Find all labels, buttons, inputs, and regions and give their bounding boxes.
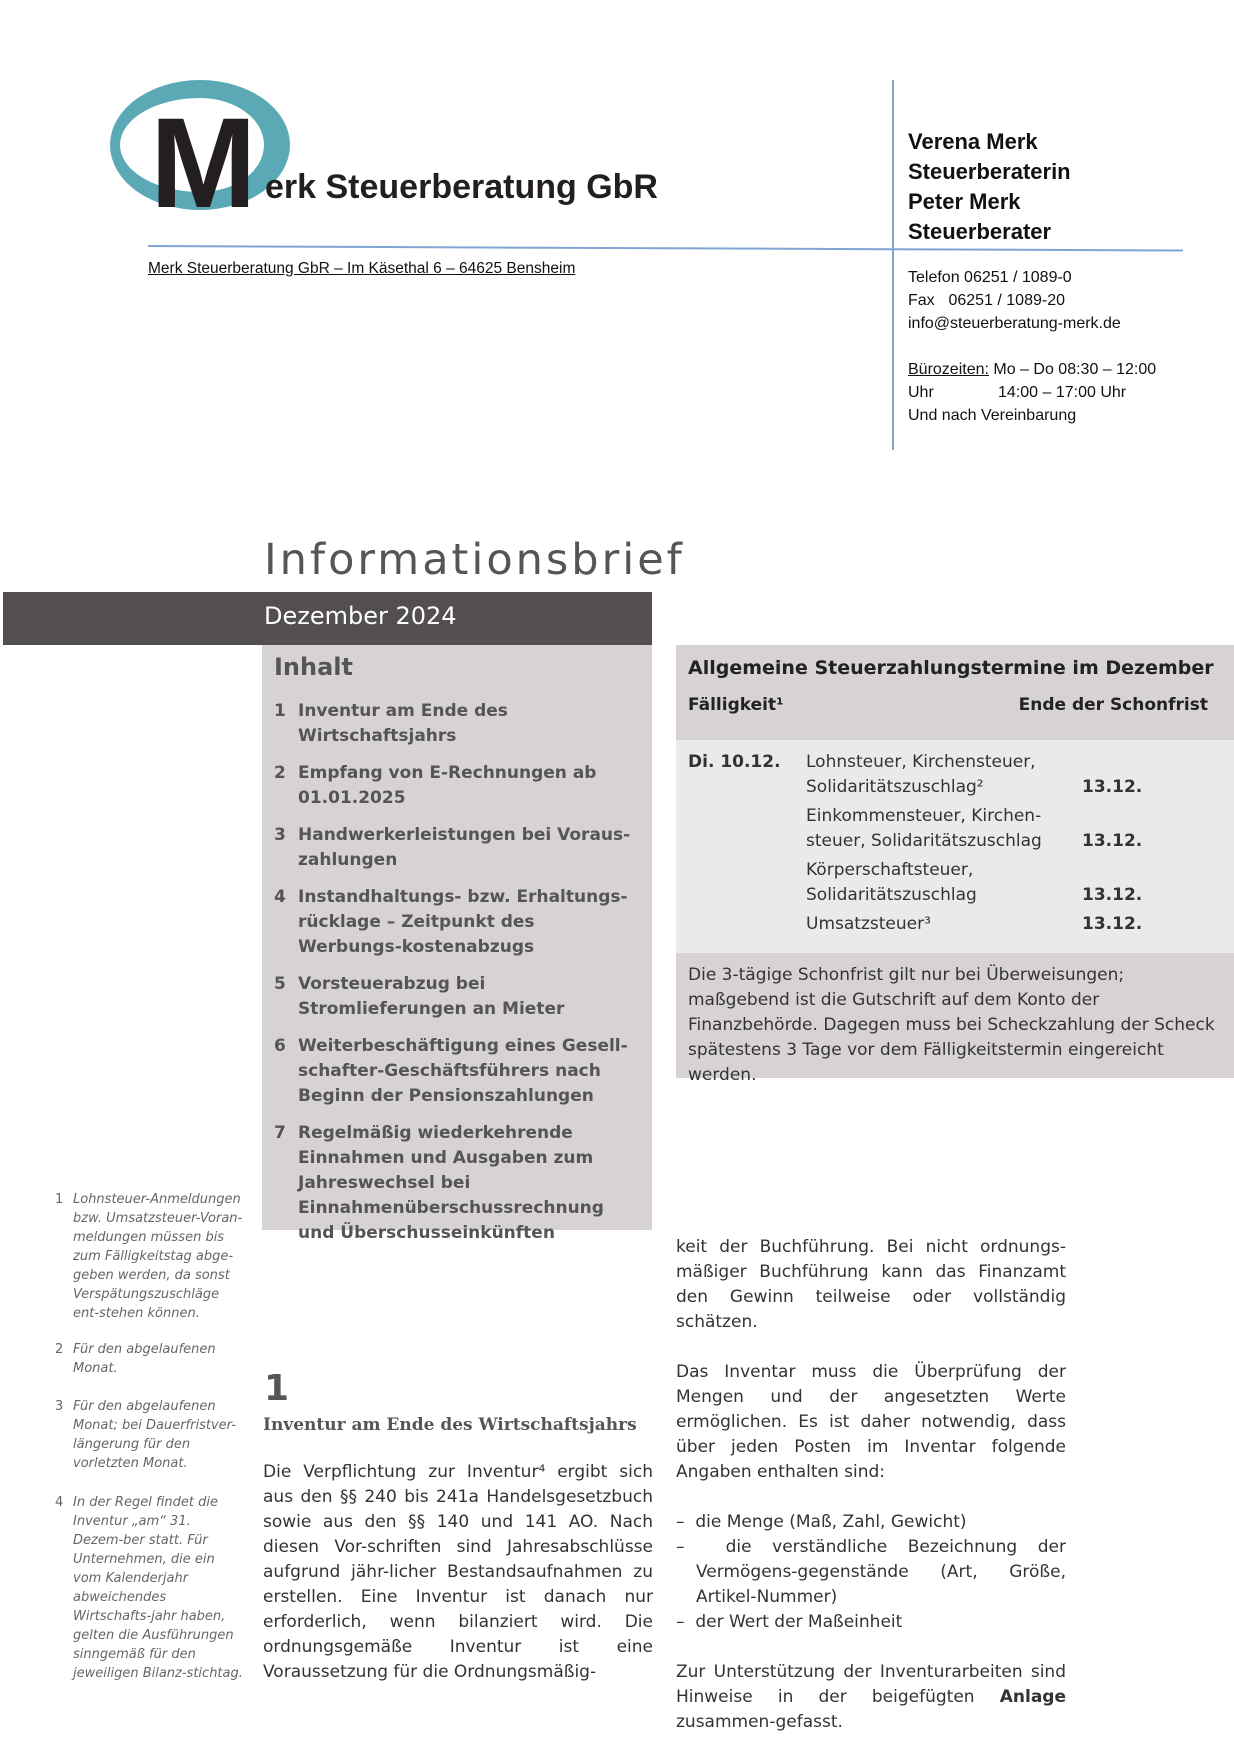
hours-label: Bürozeiten: xyxy=(908,361,989,378)
grace-end: 13.12. xyxy=(1082,885,1143,905)
toc-number: 1 xyxy=(274,701,286,721)
footnote: 4 In der Regel findet die Inventur „am“ 31. Dezem-ber statt. Für Unternehmen, die ein vom Kalenderjahr abweichendes Wirtschafts-jahr haben, gelten die Ausführungen sinngemäß für den jeweiligen Bilanz-stichtag. xyxy=(55,1495,243,1681)
list-item: – der Wert der Maßeinheit xyxy=(676,1612,903,1632)
toc-label: Handwerkerleistungen bei Voraus-zahlungen xyxy=(298,825,631,870)
toc-label: Instandhaltungs- bzw. Erhaltungs-rücklage – Zeitpunkt des Werbungs-kostenabzugs xyxy=(298,887,628,957)
hours-2b: 14:00 – 17:00 Uhr xyxy=(998,384,1127,401)
toc-label: Weiterbeschäftigung eines Gesell-schafter-Geschäftsführers nach Beginn der Pensionszahlungen xyxy=(298,1036,628,1106)
toc-item[interactable] xyxy=(274,823,640,873)
toc-number: 3 xyxy=(274,825,286,845)
issue-bar xyxy=(3,592,652,645)
toc-item[interactable] xyxy=(274,761,640,811)
table-row xyxy=(688,804,1222,854)
hours-3: Und nach Vereinbarung xyxy=(908,407,1077,424)
grace-end: 13.12. xyxy=(1082,777,1143,797)
toc-item[interactable] xyxy=(274,885,640,960)
tax-dates-box xyxy=(676,645,1234,1085)
section-number: 1 xyxy=(264,1368,290,1409)
toc-item[interactable] xyxy=(274,1034,640,1109)
toc-number: 5 xyxy=(274,974,286,994)
document-title: Informationsbrief xyxy=(264,535,685,585)
toc-number: 7 xyxy=(274,1123,286,1143)
tax-note: Die 3-tägige Schonfrist gilt nur bei Überweisungen; maßgebend ist die Gutschrift auf dem Konto der Finanzbehörde. Dagegen muss bei Scheckzahlung der Scheck spätestens 3 Tage vor dem Fälligkeitstermin eingereicht werden. xyxy=(676,953,1234,1078)
col-due: Fälligkeit¹ xyxy=(688,695,784,715)
col-grace: Ende der Schonfrist xyxy=(1018,695,1208,715)
body-column-right xyxy=(676,1235,1066,1760)
hours-line xyxy=(908,358,1156,381)
list-item: – die verständliche Bezeichnung der Vermögens-gegenstände (Art, Größe, Artikel-Nummer) xyxy=(676,1537,1066,1607)
advisor-names xyxy=(908,127,1071,247)
paragraph: keit der Buchführung. Bei nicht ordnungs-mäßiger Buchführung kann das Finanzamt den Gewinn teilweise oder vollständig schätzen. xyxy=(676,1237,1066,1332)
contact-info xyxy=(908,266,1156,427)
table-row xyxy=(688,912,1222,937)
footnote: 3 Für den abgelaufenen Monat; bei Dauerfristver-längerung für den vorletzten Monat. xyxy=(55,1399,236,1471)
name-line: Steuerberaterin xyxy=(908,159,1071,184)
tax-type: Einkommensteuer, Kirchen-steuer, Solidaritätszuschlag xyxy=(806,806,1042,851)
toc-label: Inventur am Ende des Wirtschaftsjahrs xyxy=(298,701,508,746)
due-date xyxy=(688,858,806,908)
toc-label: Regelmäßig wiederkehrende Einnahmen und Ausgaben zum Jahreswechsel bei Einnahmenüberschussrechnung und Überschusseinkünften xyxy=(298,1123,604,1243)
list-item: – die Menge (Maß, Zahl, Gewicht) xyxy=(676,1512,967,1532)
grace-end: 13.12. xyxy=(1082,914,1143,934)
issue-date: Dezember 2024 xyxy=(264,602,457,630)
hours-2a: Uhr xyxy=(908,384,934,401)
toc-item[interactable] xyxy=(274,1121,640,1246)
body-column-left xyxy=(263,1460,653,1710)
tax-type: Lohnsteuer, Kirchensteuer, Solidaritätszuschlag² xyxy=(806,752,1036,797)
name-line: Peter Merk xyxy=(908,189,1021,214)
name-line: Steuerberater xyxy=(908,219,1052,244)
paragraph: Zur Unterstützung der Inventurarbeiten sind Hinweise in der beigefügten Anlage zusammen-gefasst. xyxy=(676,1662,1066,1732)
hours-line-2 xyxy=(908,381,1156,404)
tax-type: Umsatzsteuer³ xyxy=(806,914,931,934)
fax-line xyxy=(908,289,1156,312)
paragraph: Das Inventar muss die Überprüfung der Mengen und der angesetzten Werte ermöglichen. Es ist daher notwendig, dass über jeden Posten im Inventar folgende Angaben enthalten sind: xyxy=(676,1362,1066,1482)
section-heading: Inventur am Ende des Wirtschaftsjahrs xyxy=(263,1415,637,1435)
fax: 06251 / 1089-20 xyxy=(948,292,1065,309)
grace-end: 13.12. xyxy=(1082,831,1143,851)
table-row xyxy=(688,858,1222,908)
hours-1: Mo – Do 08:30 – 12:00 xyxy=(988,361,1157,378)
toc-heading: Inhalt xyxy=(274,653,353,681)
table-row xyxy=(688,750,1222,800)
phone: Telefon 06251 / 1089-0 xyxy=(908,269,1072,286)
due-date xyxy=(688,912,806,937)
toc-number: 6 xyxy=(274,1036,286,1056)
toc-item[interactable] xyxy=(274,699,640,749)
bullet-list xyxy=(676,1510,1066,1635)
toc-number: 4 xyxy=(274,887,286,907)
footnote: 2 Für den abgelaufenen Monat. xyxy=(55,1342,216,1376)
logo-letter: M xyxy=(150,92,251,235)
toc-item[interactable] xyxy=(274,972,640,1022)
due-date xyxy=(688,804,806,854)
fax-label: Fax xyxy=(908,292,935,309)
toc-label: Vorsteuerabzug bei Stromlieferungen an Mieter xyxy=(298,974,565,1019)
name-line: Verena Merk xyxy=(908,129,1038,154)
company-name: erk Steuerberatung GbR xyxy=(265,168,658,206)
footnote: 1 Lohnsteuer-Anmeldungen bzw. Umsatzsteuer-Voran-meldungen müssen bis zum Fälligkeitstag abge-geben werden, da sonst Verspätungszuschläge ent-stehen können. xyxy=(55,1192,243,1321)
email-link[interactable]: info@steuerberatung-merk.de xyxy=(908,315,1121,332)
toc-number: 2 xyxy=(274,763,286,783)
table-of-contents xyxy=(262,645,652,1243)
sender-address: Merk Steuerberatung GbR – Im Käsethal 6 – 64625 Bensheim xyxy=(148,260,576,277)
tax-type: Körperschaftsteuer, Solidaritätszuschlag xyxy=(806,860,977,905)
paragraph: Die Verpflichtung zur Inventur⁴ ergibt sich aus den §§ 240 bis 241a Handelsgesetzbuch sowie aus den §§ 140 und 141 AO. Nach diesen Vor-schriften sind Jahresabschlüsse aufgrund jähr-licher Bestandsaufnahmen zu erstellen. Eine Inventur ist danach nur erforderlich, wenn bilanziert wird. Die ordnungsgemäße Inventur ist eine Voraussetzung für die Ordnungsmäßig- xyxy=(263,1462,653,1682)
divider-vertical xyxy=(892,80,894,450)
tax-table-title: Allgemeine Steuerzahlungstermine im Dezember xyxy=(688,657,1214,679)
due-date: Di. 10.12. xyxy=(688,752,781,772)
toc-label: Empfang von E-Rechnungen ab 01.01.2025 xyxy=(298,763,597,808)
